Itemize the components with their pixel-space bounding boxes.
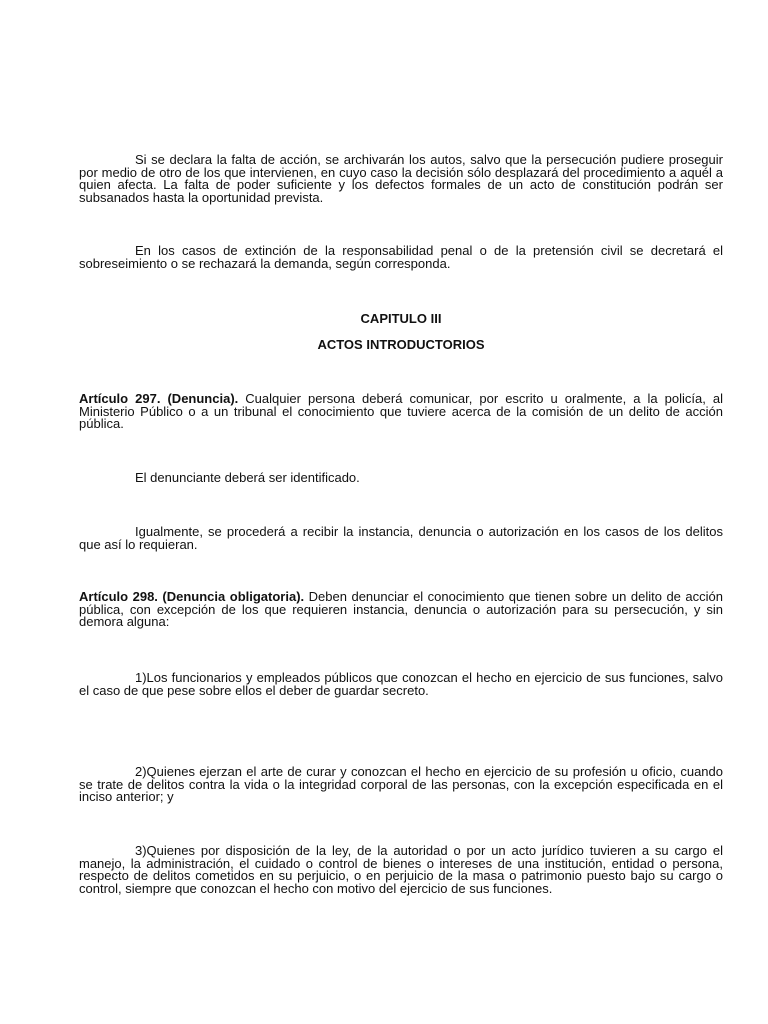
article-297-label: Artículo 297. (Denuncia). bbox=[79, 391, 239, 406]
paragraph-falta-de-accion: Si se declara la falta de acción, se archivarán los autos, salvo que la persecución pudiere proseguir por medio de otro de los que intervienen, en cuyo caso la decisión sólo desplazará del procedimiento a aquél a quien afecta. La falta de poder suficiente y los defectos formales de un acto de constitución podrán ser subsanados hasta la oportunidad prevista. bbox=[79, 152, 723, 205]
chapter-number: CAPITULO III bbox=[360, 311, 442, 326]
article-298 bbox=[79, 591, 723, 629]
chapter-title: ACTOS INTRODUCTORIOS bbox=[317, 337, 485, 352]
list-item-1: 1)Los funcionarios y empleados públicos que conozcan el hecho en ejercicio de sus funciones, salvo el caso de que pese sobre ellos el deber de guardar secreto. bbox=[79, 670, 723, 698]
article-298-text: Deben denunciar el conocimiento que tienen sobre un delito de acción pública, con excepción de los que requieren instancia, denuncia o autorización para su persecución, y sin demora alguna: bbox=[79, 589, 723, 630]
article-297 bbox=[79, 393, 723, 431]
article-298-label: Artículo 298. (Denuncia obligatoria). bbox=[79, 589, 305, 604]
paragraph-denunciante-identificado: El denunciante deberá ser identificado. bbox=[135, 470, 360, 485]
list-item-3: 3)Quienes por disposición de la ley, de la autoridad o por un acto jurídico tuvieren a su cargo el manejo, la administración, el cuidado o control de bienes o intereses de una institución, entidad o persona, respecto de delitos cometidos en su perjuicio, o en perjuicio de la masa o patrimonio puesto bajo su cargo o control, siempre que conozcan el hecho con motivo del ejercicio de sus funciones. bbox=[79, 843, 723, 896]
list-item-2: 2)Quienes ejerzan el arte de curar y conozcan el hecho en ejercicio de su profesión u oficio, cuando se trate de delitos contra la vida o la integridad corporal de las personas, con la excepción especificada en el inciso anterior; y bbox=[79, 764, 723, 805]
paragraph-instancia: Igualmente, se procederá a recibir la instancia, denuncia o autorización en los casos de los delitos que así lo requieran. bbox=[79, 524, 723, 552]
paragraph-extincion: En los casos de extinción de la responsabilidad penal o de la pretensión civil se decretará el sobreseimiento o se rechazará la demanda, según corresponda. bbox=[79, 243, 723, 271]
article-297-text: Cualquier persona deberá comunicar, por escrito u oralmente, a la policía, al Ministerio Público o a un tribunal el conocimiento que tuviere acerca de la comisión de un delito de acción pública. bbox=[79, 391, 723, 432]
